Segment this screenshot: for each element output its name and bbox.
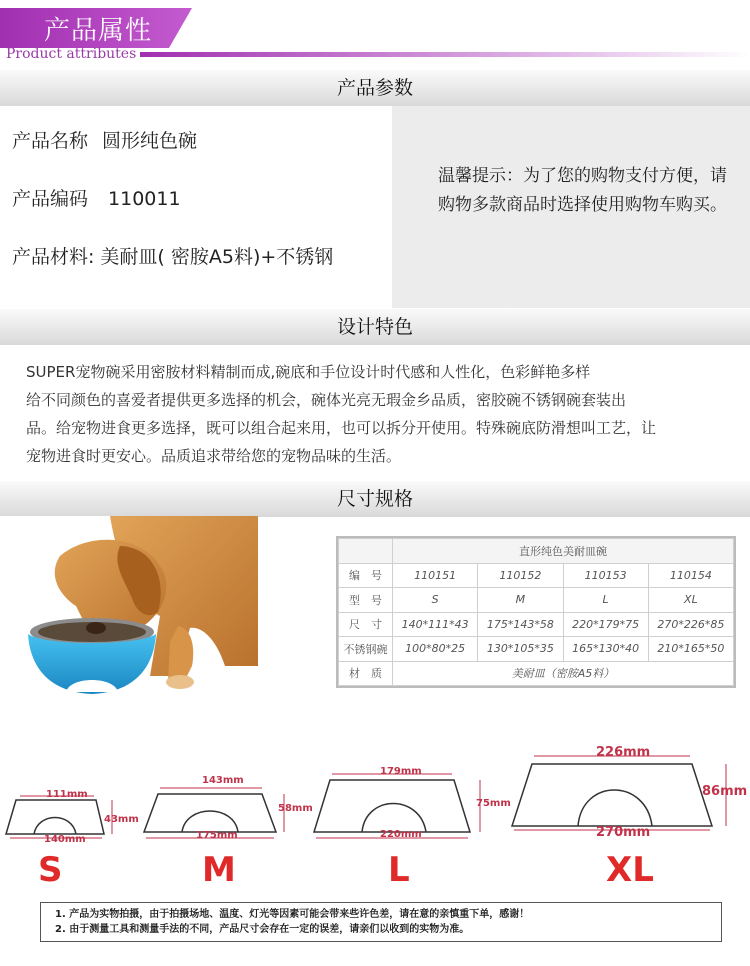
design-line: 给不同颜色的喜爱者提供更多选择的机会，碗体光亮无瑕金乡品质，密胶碗不锈钢碗套装出 [26,391,627,409]
param-name-value: 圆形纯色碗 [102,130,198,152]
spec-caption: 直形纯色美耐皿碗 [393,539,734,564]
table-row [339,661,734,686]
cell: 美耐皿（密胺A5料） [393,661,734,686]
design-line: 宠物进食时更安心。品质追求带给您的宠物品味的生活。 [26,447,402,465]
dim-l-bottom: 220mm [380,829,422,840]
cell: 110154 [648,563,733,588]
cell: 110152 [478,563,563,588]
size-letter-xl: XL [606,850,654,890]
cell: 100*80*25 [393,637,478,662]
note-line: 1. 产品为实物拍摄，由于拍摄场地、温度、灯光等因素可能会带来些许色差，请在意的亲慎重下单，感谢！ [55,909,530,920]
size-letter-s: S [38,850,63,890]
bowl-l-shape [314,780,470,832]
cell: 140*111*43 [393,612,478,637]
table-row [339,612,734,637]
row-label: 不锈钢碗 [339,637,393,662]
param-code-label: 产品编码 [12,188,89,210]
row-label: 材 质 [339,661,393,686]
attributes-header [0,0,750,66]
dim-s-bottom: 140mm [44,834,86,845]
dim-m-height: 58mm [278,803,313,814]
param-name-label: 产品名称 [12,130,89,152]
bowl-xl-shape [512,764,712,826]
design-text [26,358,726,470]
bowl-m-shape [144,794,276,832]
cell: 165*130*40 [563,637,648,662]
dim-s-height: 43mm [104,814,139,825]
section-design-title: 设计特色 [0,309,750,345]
size-letter-m: M [202,850,236,890]
param-code-value: 110011 [108,188,181,210]
dim-m-top: 143mm [202,775,244,786]
dim-l-height: 75mm [476,798,511,809]
table-row [339,637,734,662]
dim-m-bottom: 175mm [196,830,238,841]
dim-xl-height: 86mm [702,784,748,799]
section-params-title: 产品参数 [0,70,750,106]
param-code [12,184,181,211]
cell: 110153 [563,563,648,588]
spec-caption-blank [339,539,393,564]
cell: M [478,588,563,613]
shopping-tip: 温馨提示：为了您的购物支付方便，请购物多款商品时选择使用购物车购买。 [438,166,727,215]
design-line: SUPER宠物碗采用密胺材料精制而成,碗底和手位设计时代感和人性化，色彩鲜艳多样 [26,363,591,381]
param-material-value: 美耐皿( 密胺A5料)+不锈钢 [100,246,334,268]
cell: 210*165*50 [648,637,733,662]
dim-s-top: 111mm [46,789,88,800]
page-title: 产品属性 [44,16,153,46]
params-left [0,106,392,308]
dog-eating-photo [0,516,258,706]
spec-table [336,536,736,688]
dim-xl-top: 226mm [596,745,651,760]
cell: 270*226*85 [648,612,733,637]
cell: 130*105*35 [478,637,563,662]
table-row [339,563,734,588]
page-subtitle: Product attributes [6,46,137,62]
row-label: 尺 寸 [339,612,393,637]
cell: 110151 [393,563,478,588]
title-underline [140,52,750,57]
cell: 175*143*58 [478,612,563,637]
dog-illustration [0,516,258,706]
disclaimer-notes [40,902,722,942]
dim-l-top: 179mm [380,766,422,777]
param-name [12,126,197,153]
dim-xl-bottom: 270mm [596,825,651,840]
table-row [339,588,734,613]
design-line: 品。给宠物进食更多选择，既可以组合起来用，也可以拆分开使用。特殊碗底防滑想叫工艺，让 [26,419,657,437]
param-material-label: 产品材料: [12,246,95,268]
cell: 220*179*75 [563,612,648,637]
note-line: 2. 由于测量工具和测量手法的不同，产品尺寸会存在一定的误差，请亲们以收到的实物为准。 [55,924,470,935]
spec-caption-row [339,539,734,564]
row-label: 型 号 [339,588,393,613]
cell: S [393,588,478,613]
param-material [12,242,333,269]
cell: L [563,588,648,613]
row-label: 编 号 [339,563,393,588]
cell: XL [648,588,733,613]
size-letter-l: L [388,850,410,890]
section-size-title: 尺寸规格 [0,481,750,517]
